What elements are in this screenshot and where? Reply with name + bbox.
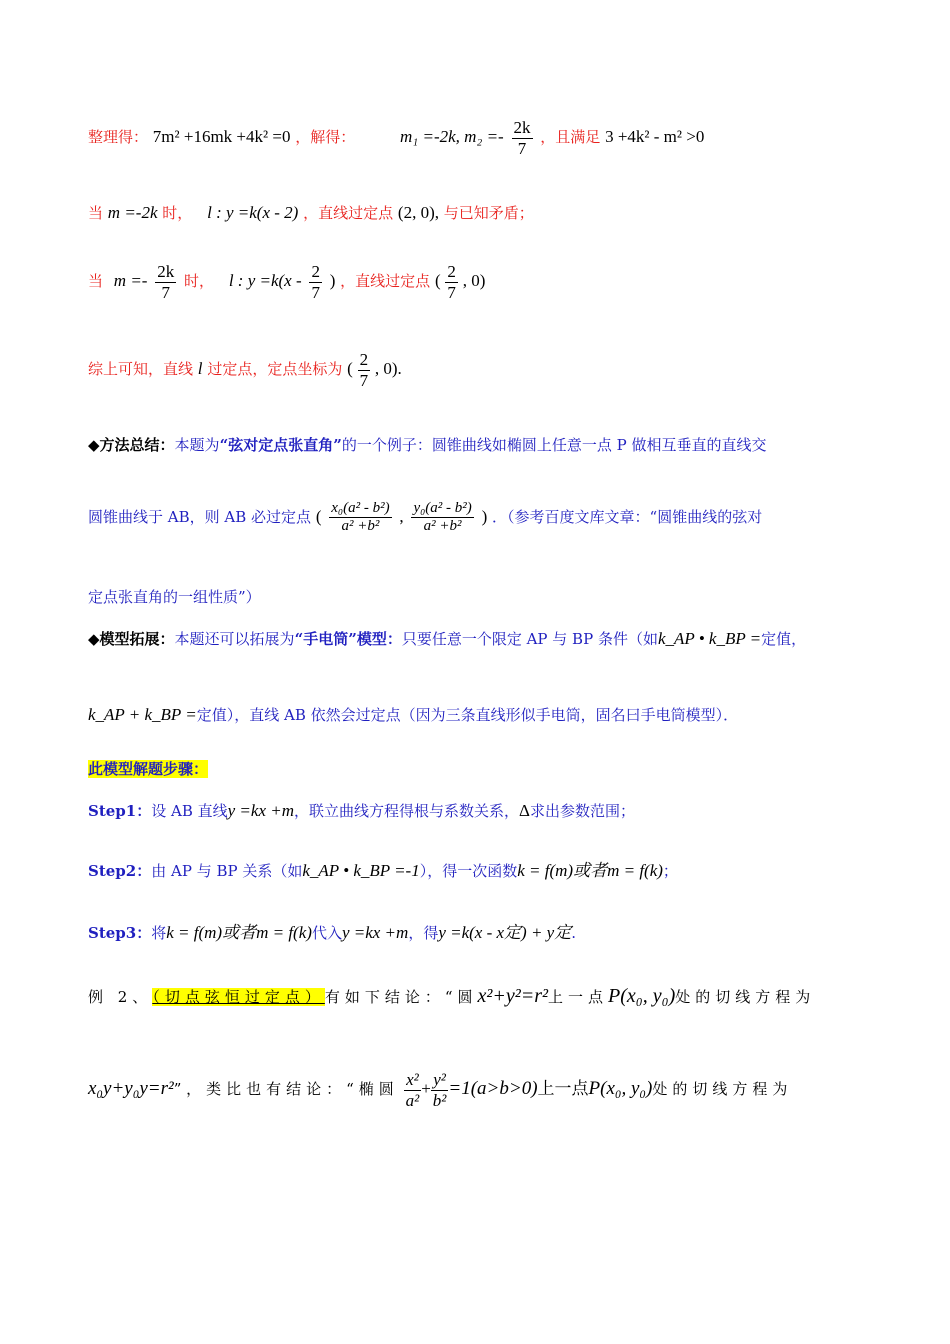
method-summary-line-2	[88, 500, 762, 536]
text: 由 AP 与 BP 关系（如	[151, 862, 303, 880]
text: ，类比也有结论：“椭圆	[186, 1080, 399, 1099]
text: 当	[88, 272, 104, 291]
text: ，联立曲线方程得根与系数关系，	[294, 802, 520, 820]
math: 7m² +16mk +4k² =0	[152, 127, 291, 147]
fraction	[445, 262, 458, 302]
text: ”	[173, 1080, 182, 1099]
math: y =kx +m	[341, 923, 409, 942]
math: (2, 0),	[397, 203, 439, 222]
math: , 0)	[462, 271, 486, 291]
math: P(x₀, y₀)	[588, 1078, 653, 1100]
math: k = f(m)或者m = f(k)	[517, 861, 663, 880]
highlighted-heading: 此模型解题步骤：	[88, 760, 209, 778]
fraction	[309, 262, 322, 302]
text: ，得	[408, 924, 439, 942]
math: (	[315, 506, 322, 526]
text: 求出参数范围；	[529, 802, 635, 820]
text: 整理得：	[88, 128, 149, 147]
step-3	[88, 924, 576, 941]
denominator: a² +b²	[341, 518, 380, 535]
math: )	[329, 271, 336, 291]
text: ，直线过定点	[340, 272, 431, 291]
text: 只要任意一个限定 AP 与 BP 条件（如	[401, 630, 658, 648]
text: ），得一次函数	[419, 862, 518, 880]
math: (	[347, 359, 353, 379]
denominator: 7	[311, 282, 320, 302]
text: 圆锥曲线于 AB，则 AB 必过定点	[88, 507, 312, 526]
text: 本题为	[174, 436, 220, 454]
text: 时，	[162, 204, 193, 222]
text: 当	[88, 204, 104, 222]
text: 上一点	[537, 1079, 589, 1100]
numerator: y₀(a² - b²)	[411, 500, 473, 518]
bold-term: “手电筒”模型：	[294, 630, 402, 648]
math: k_AP • k_BP =	[657, 629, 762, 648]
case-line-2	[88, 262, 485, 302]
step-2	[88, 862, 678, 879]
math: x²+y²=r²	[477, 985, 549, 1007]
text: ，且满足	[540, 128, 601, 147]
text: 上一点	[548, 988, 609, 1006]
math: k_AP + k_BP =	[88, 705, 197, 724]
denominator: 7	[161, 282, 170, 302]
model-extension-line-2	[88, 706, 738, 723]
math: ,	[399, 506, 404, 526]
text: 代入	[311, 924, 342, 942]
math: )	[481, 506, 488, 526]
steps-title	[88, 762, 208, 777]
fraction	[329, 500, 391, 536]
math: k = f(m)或者m = f(k)	[166, 923, 312, 942]
case-line-1	[88, 204, 534, 221]
math: l	[197, 359, 203, 379]
section-heading: ◆模型拓展：	[88, 630, 175, 648]
denominator: 7	[359, 370, 369, 390]
text: 有如下结论：“圆	[324, 988, 478, 1006]
fraction	[512, 118, 533, 158]
math: l : y =k(x -	[228, 271, 302, 291]
fraction	[358, 350, 371, 390]
numerator: 2	[311, 262, 320, 281]
math: , 0).	[374, 359, 402, 379]
text: .	[571, 924, 577, 942]
text: 设 AB 直线	[151, 802, 228, 820]
text: 过定点，定点坐标为	[207, 360, 343, 379]
example-2-line-2	[88, 1070, 792, 1110]
text: ，解得：	[295, 128, 356, 147]
method-summary-line-3	[88, 590, 261, 605]
example-label: 例 2、	[88, 988, 153, 1006]
math: l : y =k(x - 2)	[207, 203, 299, 222]
example-tag: （切点弦恒过定点）	[152, 988, 325, 1006]
text: 定点张直角的一组性质”）	[88, 588, 261, 606]
denominator: b²	[432, 1090, 447, 1110]
text: 本题还可以拓展为	[174, 630, 295, 648]
math: y =kx +m	[227, 801, 294, 820]
model-extension-line	[88, 630, 806, 647]
math: 3 +4k² - m² >0	[605, 127, 705, 147]
numerator: 2	[359, 350, 369, 369]
denominator: 7	[517, 138, 527, 158]
math: P(x₀, y₀)	[608, 985, 676, 1007]
math: m₁ =-2k, m₂ =-	[400, 127, 504, 147]
math: k_AP • k_BP =-1	[302, 861, 420, 880]
example-2-line	[88, 986, 815, 1006]
text: ．（参考百度文库文章：“圆锥曲线的弦对	[492, 507, 763, 526]
step-label: Step3：	[88, 924, 152, 942]
math: y =k(x - x定) + y定	[438, 923, 572, 942]
text: 将	[151, 924, 167, 942]
math: m =-	[113, 271, 148, 291]
text: ；	[662, 862, 678, 880]
fraction	[155, 262, 176, 302]
method-summary-line	[88, 438, 766, 453]
denominator: 7	[447, 282, 456, 302]
text: 时，	[184, 272, 215, 291]
bold-term: “弦对定点张直角”	[219, 436, 342, 454]
denominator: a² +b²	[423, 518, 462, 535]
numerator: x²	[404, 1070, 422, 1091]
step-label: Step1：	[88, 802, 152, 820]
fraction	[431, 1070, 449, 1110]
section-heading: ◆方法总结：	[88, 436, 175, 454]
text: 处的切线方程为	[675, 988, 816, 1006]
step-label: Step2：	[88, 862, 152, 880]
text: 综上可知，直线	[88, 360, 194, 379]
conclusion-line	[88, 350, 402, 390]
math: x₀y+y₀y=r²	[88, 1078, 174, 1100]
denominator: a²	[405, 1090, 420, 1110]
text: 定值，	[761, 630, 807, 648]
numerator: 2k	[157, 262, 175, 281]
math: =1(a>b>0)	[448, 1078, 538, 1100]
math: Δ	[519, 801, 530, 820]
fraction	[404, 1070, 422, 1110]
text: 定值），直线 AB 依然会过定点（因为三条直线形似手电筒，固名曰手电筒模型）．	[196, 706, 739, 724]
step-1	[88, 802, 635, 819]
numerator: 2	[447, 262, 456, 281]
numerator: y²	[431, 1070, 449, 1091]
solve-line	[88, 118, 704, 158]
fraction	[411, 500, 473, 536]
text: 的一个例子：圆锥曲线如椭圆上任意一点 P 做相互垂直的直线交	[341, 436, 767, 454]
text: 处的切线方程为	[652, 1080, 793, 1099]
math: +	[421, 1079, 431, 1099]
math: m =-2k	[107, 203, 158, 222]
text: 与已知矛盾；	[443, 204, 534, 222]
text: ，直线过定点	[303, 204, 394, 222]
numerator: 2k	[513, 118, 531, 137]
numerator: x₀(a² - b²)	[329, 500, 391, 518]
math: (	[434, 271, 441, 291]
